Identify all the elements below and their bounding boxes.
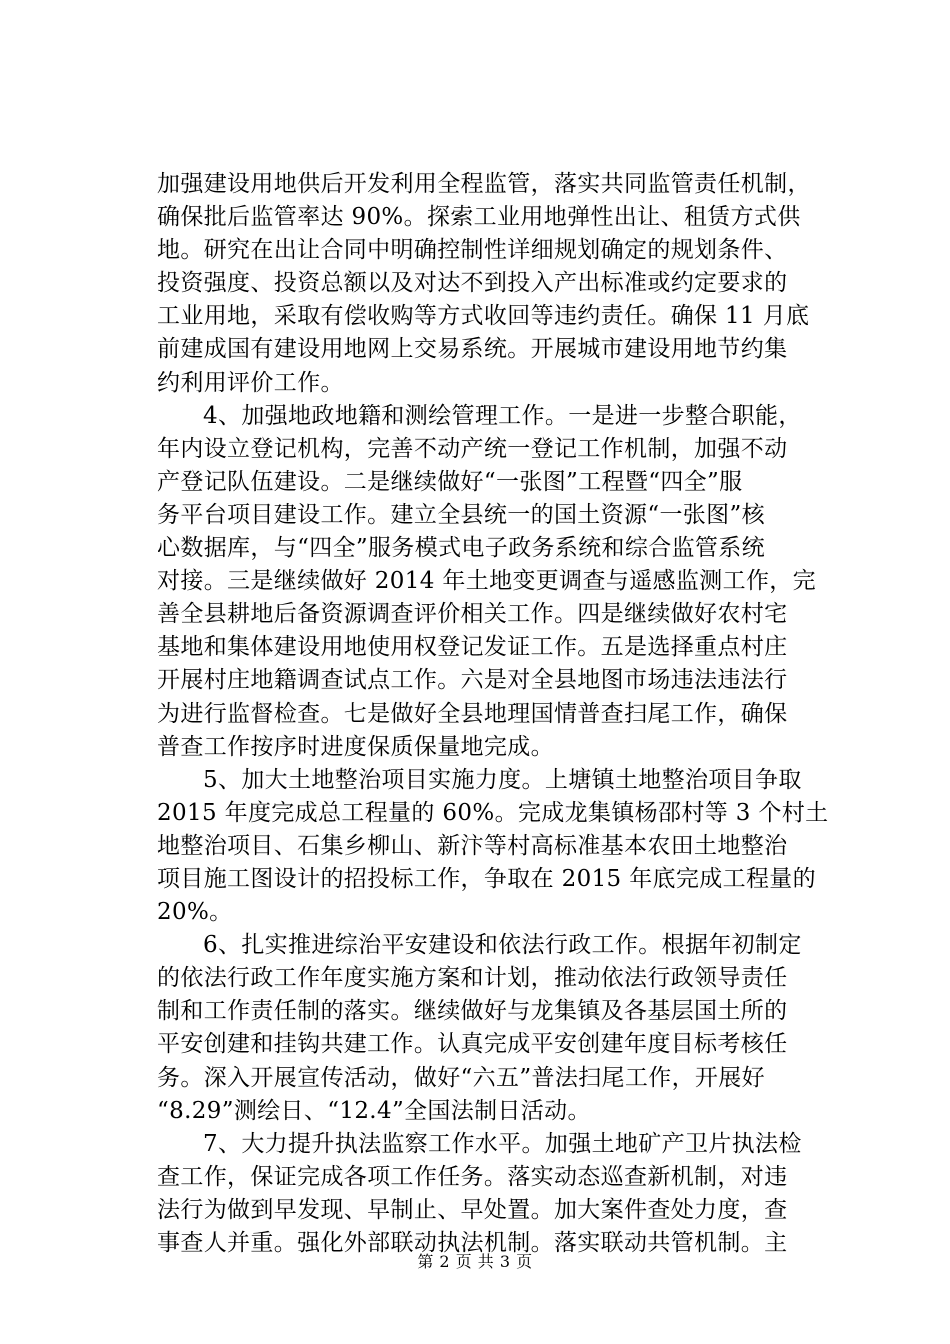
- text-line: 项目施工图设计的招投标工作，争取在 2015 年底完成工程量的: [157, 865, 817, 892]
- text-line: 年内设立登记机构，完善不动产统一登记工作机制，加强不动: [157, 435, 788, 462]
- text-line: 法行为做到早发现、早制止、早处置。加大案件查处力度，查: [157, 1196, 788, 1223]
- text-line: 对接。三是继续做好 2014 年土地变更调查与遥感监测工作，完: [157, 568, 817, 595]
- text-line: 地。研究在出让合同中明确控制性详细规划确定的规划条件、: [157, 237, 788, 264]
- text-line: 2015 年度完成总工程量的 60%。完成龙集镇杨邵村等 3 个村土: [157, 799, 829, 826]
- page-footer: 第 2 页 共 3 页: [417, 1252, 533, 1271]
- paragraph-first-line: 5、加大土地整治项目实施力度。上塘镇土地整治项目争取: [203, 766, 802, 793]
- text-line: 事查人并重。强化外部联动执法机制。落实联动共管机制。主: [157, 1230, 788, 1256]
- text-line: 确保批后监管率达 90%。探索工业用地弹性出让、租赁方式供: [157, 204, 801, 231]
- paragraph-first-line: 6、扎实推进综治平安建设和依法行政工作。根据年初制定: [203, 932, 802, 959]
- text-line: 加强建设用地供后开发利用全程监管，落实共同监管责任机制，: [157, 171, 811, 197]
- text-line: 善全县耕地后备资源调查评价相关工作。四是继续做好农村宅: [157, 601, 788, 628]
- text-line: 制和工作责任制的落实。继续做好与龙集镇及各基层国土所的: [157, 998, 788, 1025]
- text-line: 投资强度、投资总额以及对达不到投入产出标准或约定要求的: [157, 270, 788, 297]
- text-line: 工业用地，采取有偿收购等方式收回等违约责任。确保 11 月底: [157, 303, 810, 330]
- text-line: 前建成国有建设用地网上交易系统。开展城市建设用地节约集: [157, 336, 788, 363]
- text-line: 务。深入开展宣传活动，做好“六五”普法扫尾工作，开展好: [157, 1064, 765, 1091]
- text-line: 为进行监督检查。七是做好全县地理国情普查扫尾工作，确保: [157, 700, 788, 727]
- text-line: 普查工作按序时进度保质保量地完成。: [157, 733, 554, 760]
- text-line: 20%。: [157, 899, 233, 926]
- text-line: 心数据库，与“四全”服务模式电子政务系统和综合监管系统: [157, 535, 765, 562]
- text-line: 的依法行政工作年度实施方案和计划，推动依法行政领导责任: [157, 965, 788, 992]
- text-line: 开展村庄地籍调查试点工作。六是对全县地图市场违法违法行: [157, 667, 788, 694]
- text-line: 约利用评价工作。: [157, 369, 344, 396]
- text-line: 查工作，保证完成各项工作任务。落实动态巡查新机制，对违: [157, 1163, 788, 1190]
- text-line: “8.29”测绘日、“12.4”全国法制日活动。: [157, 1097, 591, 1124]
- text-line: 平安创建和挂钩共建工作。认真完成平安创建年度目标考核任: [157, 1031, 788, 1058]
- text-line: 地整治项目、石集乡柳山、新汴等村高标准基本农田土地整治: [157, 832, 788, 859]
- paragraph-first-line: 7、大力提升执法监察工作水平。加强土地矿产卫片执法检: [203, 1130, 802, 1157]
- text-line: 务平台项目建设工作。建立全县统一的国土资源“一张图”核: [157, 501, 765, 528]
- text-line: 产登记队伍建设。二是继续做好“一张图”工程暨“四全”服: [157, 468, 743, 495]
- text-line: 基地和集体建设用地使用权登记发证工作。五是选择重点村庄: [157, 634, 788, 661]
- document-body: [157, 168, 837, 1260]
- paragraph-first-line: 4、加强地政地籍和测绘管理工作。一是进一步整合职能，: [203, 402, 802, 429]
